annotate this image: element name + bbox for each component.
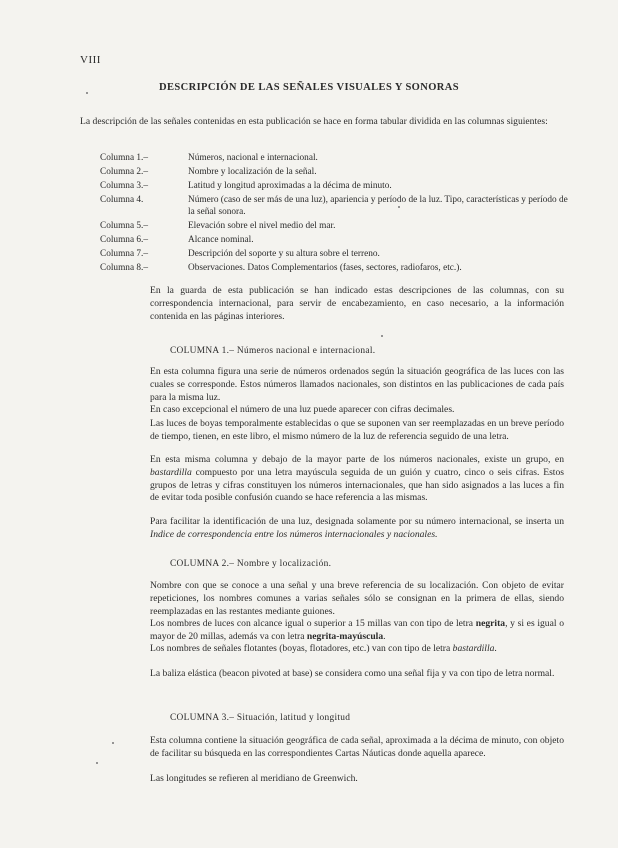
paragraph-text: Para facilitar la identificación de una luz, designada solamente por su número internacional, se inserta un (150, 516, 564, 527)
column-label: Columna 1.– (100, 153, 149, 163)
scan-speck (112, 742, 114, 744)
paragraph-text: En esta misma columna y debajo de la mayor parte de los números nacionales, existe un grupo, en (150, 454, 564, 465)
section-paragraph: La baliza elástica (beacon pivoted at base) se considera como una señal fija y va con tipo de letra normal. (150, 668, 555, 679)
section-paragraph: En esta columna figura una serie de números ordenados según la situación geográfica de las luces con las cuales se corresponde. Estos números llamados nacionales, son distintos en las publicaciones de cada país para la misma luz. (150, 366, 564, 403)
scan-speck (96, 762, 98, 764)
section-paragraph: Las luces de boyas temporalmente establecidas o que se suponen van ser reemplazadas en un breve período de tiempo, tienen, en este libro, el mismo número de la luz de referencia seguido de una letra. (150, 418, 564, 442)
section-paragraph: Nombre con que se conoce a una señal y una breve referencia de su localización. Con objeto de evitar repeticiones, los nombres comunes a varias señales sólo se consignan en la primera de ellas, siendo reemplazadas en las restantes mediante guiones. (150, 580, 564, 617)
section-paragraph: Esta columna contiene la situación geográfica de cada señal, aproximada a la décima de minuto, con objeto de facilitar su búsqueda en las correspondientes Cartas Náuticas donde aquella aparece. (150, 735, 564, 759)
page-number: VIII (80, 54, 101, 66)
column-label: Columna 8.– (100, 263, 149, 273)
section-heading: COLUMNA 2.– Nombre y localización. (170, 559, 332, 569)
section-paragraph: En caso excepcional el número de una luz puede aparecer con cifras decimales. (150, 404, 455, 415)
column-label: Columna 4. (100, 195, 144, 205)
column-description: Observaciones. Datos Complementarios (fases, sectores, radiofaros, etc.). (188, 263, 462, 273)
section-paragraph (150, 454, 564, 505)
page-title: DESCRIPCIÓN DE LAS SEÑALES VISUALES Y SONORAS (158, 82, 460, 93)
intro-paragraph: La descripción de las señales contenidas en esta publicación se hace en forma tabular dividida en las columnas siguientes: (80, 116, 548, 127)
bold-term: negrita (475, 618, 506, 629)
column-description: Descripción del soporte y su altura sobre el terreno. (188, 249, 380, 259)
bold-term: negrita-mayúscula (306, 630, 384, 642)
scan-speck (381, 335, 383, 337)
column-label: Columna 7.– (100, 249, 149, 259)
column-description: Número (caso de ser más de una luz), apariencia y período de la luz. Tipo, características y período de la señal sonora. (188, 195, 568, 217)
guard-paragraph: En la guarda de esta publicación se han indicado estas descripciones de las columnas, con su correspondencia internacional, para servir de encabezamiento, en caso necesario, a la información contenida en las páginas interiores. (150, 285, 564, 322)
paragraph-text: . (383, 630, 386, 642)
column-description: Elevación sobre el nivel medio del mar. (188, 221, 336, 231)
paragraph-text: compuesto por una letra mayúscula seguida de un guión y cuatro, cinco o seis cifras. Estos grupos de letras y cifras constituyen los números internacionales, que han sido asignados a las luces a fin de evitar toda posible confusión cuando se hace referencia a las mismas. (150, 466, 564, 504)
italic-term: bastardilla (452, 643, 495, 654)
paragraph-text: Los nombres de señales flotantes (boyas, flotadores, etc.) van con tipo de letra (150, 643, 451, 654)
paragraph-text: , y si es igual o mayor de 20 millas, además va con letra (150, 618, 565, 642)
paragraph-text: Los nombres de luces con alcance igual o superior a 15 millas van con tipo de letra (150, 618, 474, 629)
italic-term: Indice de correspondencia entre los números internacionales y nacionales. (150, 528, 438, 540)
column-description: Latitud y longitud aproximadas a la décima de minuto. (188, 181, 392, 191)
scan-speck (86, 92, 88, 94)
paragraph-text: . (494, 643, 497, 654)
section-paragraph: Las longitudes se refieren al meridiano de Greenwich. (150, 773, 358, 784)
column-label: Columna 3.– (100, 181, 149, 191)
section-heading: COLUMNA 3.– Situación, latitud y longitud (170, 713, 351, 723)
italic-term: bastardilla (150, 466, 192, 478)
section-paragraph (150, 516, 564, 542)
scan-speck (398, 206, 400, 208)
column-label: Columna 6.– (100, 235, 149, 245)
column-description: Nombre y localización de la señal. (188, 167, 317, 177)
column-label: Columna 2.– (100, 167, 149, 177)
section-heading: COLUMNA 1.– Números nacional e internacional. (170, 346, 376, 356)
section-paragraph (150, 618, 564, 644)
column-description: Números, nacional e internacional. (188, 153, 318, 163)
section-paragraph (150, 643, 564, 656)
column-label: Columna 5.– (100, 221, 149, 231)
column-description: Alcance nominal. (188, 235, 254, 245)
